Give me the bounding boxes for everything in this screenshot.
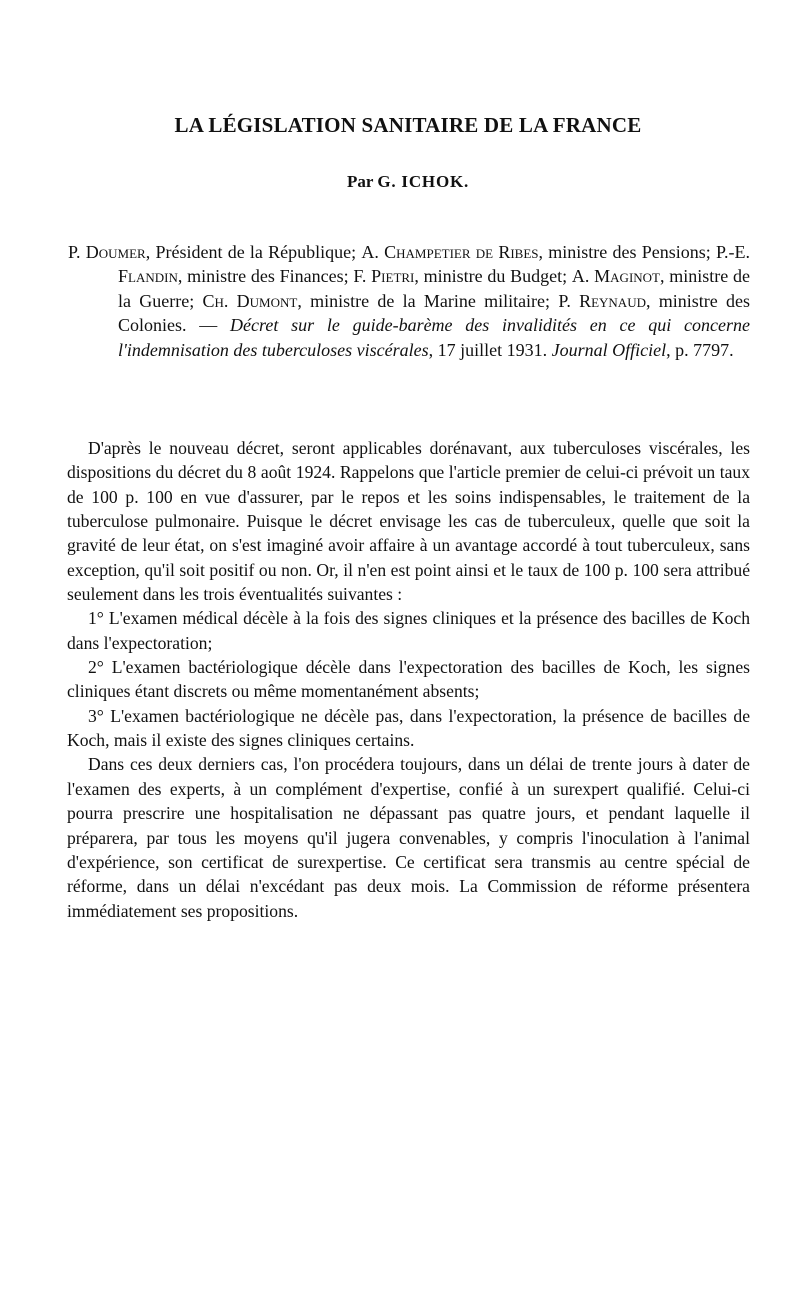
decree-reference bbox=[68, 240, 750, 362]
body-paragraph-procedure: Dans ces deux derniers cas, l'on procédera toujours, dans un délai de trente jours à dater de l'examen des experts, à un complément d'expertise, confié à un surexpert qualifié. Celui-ci pourra prescrire une hospitalisation ne dépassant pas quatre jours, et pendant laquelle il préparera, par tous les moyens qu'il jugera convenables, y compris l'inoculation à l'animal d'expérience, son certificat de surexpertise. Ce certificat sera transmis au centre spécial de réforme, dans un délai n'excédant pas deux mois. La Commission de réforme présentera immédiatement ses propositions. bbox=[67, 754, 750, 921]
signatory-name: P. Doumer bbox=[68, 242, 146, 262]
signatory-role: , Président de la République; bbox=[145, 242, 362, 262]
signatory-name: P. Reynaud bbox=[558, 290, 646, 311]
signatory-role: , ministre des Colonies. — bbox=[118, 290, 750, 336]
signatory-role: , ministre de la Guerre; bbox=[118, 266, 750, 311]
author-prefix: Par bbox=[346, 172, 374, 191]
decree-date: , 17 juillet 1931. bbox=[428, 339, 552, 360]
signatory-role: , ministre des Finances; bbox=[177, 266, 354, 287]
signatory-role: , ministre du Budget; bbox=[414, 266, 572, 287]
signatory-name: A. Champetier de Ribes bbox=[361, 242, 539, 262]
signatory-name: Ch. Dumont bbox=[202, 290, 298, 311]
article-body bbox=[67, 436, 750, 923]
author-line bbox=[0, 172, 800, 192]
journal-page: , p. 7797. bbox=[666, 339, 734, 360]
signatory-name: A. Maginot bbox=[571, 266, 660, 287]
body-paragraph-case-3: 3° L'examen bactériologique ne décèle pas, dans l'expectoration, la présence de bacilles de Koch, mais il existe des signes cliniques certains. bbox=[67, 705, 750, 751]
signatory-role: , ministre des Pensions; bbox=[538, 242, 716, 262]
signatory-name: F. Pietri bbox=[353, 266, 415, 287]
journal-name: Journal Officiel bbox=[551, 339, 667, 360]
article-title: LA LÉGISLATION SANITAIRE DE LA FRANCE bbox=[174, 113, 642, 137]
decree-title: Décret sur le guide-barème des invalidités en ce qui concerne l'indemnisation des tuberculoses viscérales bbox=[118, 315, 750, 360]
author-name: G. ICHOK. bbox=[377, 172, 470, 191]
signatory-name: P.-E. Flandin bbox=[118, 242, 750, 287]
body-paragraph-case-1: 1° L'examen médical décèle à la fois des signes cliniques et la présence des bacilles de Koch dans l'expectoration; bbox=[67, 608, 750, 653]
body-paragraph-case-2: 2° L'examen bactériologique décèle dans l'expectoration des bacilles de Koch, les signes cliniques étant discrets ou même momentanément absents; bbox=[67, 657, 750, 702]
body-paragraph-intro: D'après le nouveau décret, seront applicables dorénavant, aux tuberculoses viscérales, les dispositions du décret du 8 août 1924. Rappelons que l'article premier de celui-ci prévoit un taux de 100 p. 100 en vue d'assurer, par le repos et les soins indispensables, le traitement de la tuberculose pulmonaire. Puisque le décret envisage les cas de tuberculeux, quelle que soit la gravité de leur état, on s'est imaginé avoir affaire à un avantage accordé à tout tuberculeux, sans exception, qu'il soit positif ou non. Or, il n'en est point ainsi et le taux de 100 p. 100 sera attribué seulement dans les trois éventualités suivantes : bbox=[67, 438, 750, 605]
signatory-role: , ministre de la Marine militaire; bbox=[297, 290, 559, 311]
